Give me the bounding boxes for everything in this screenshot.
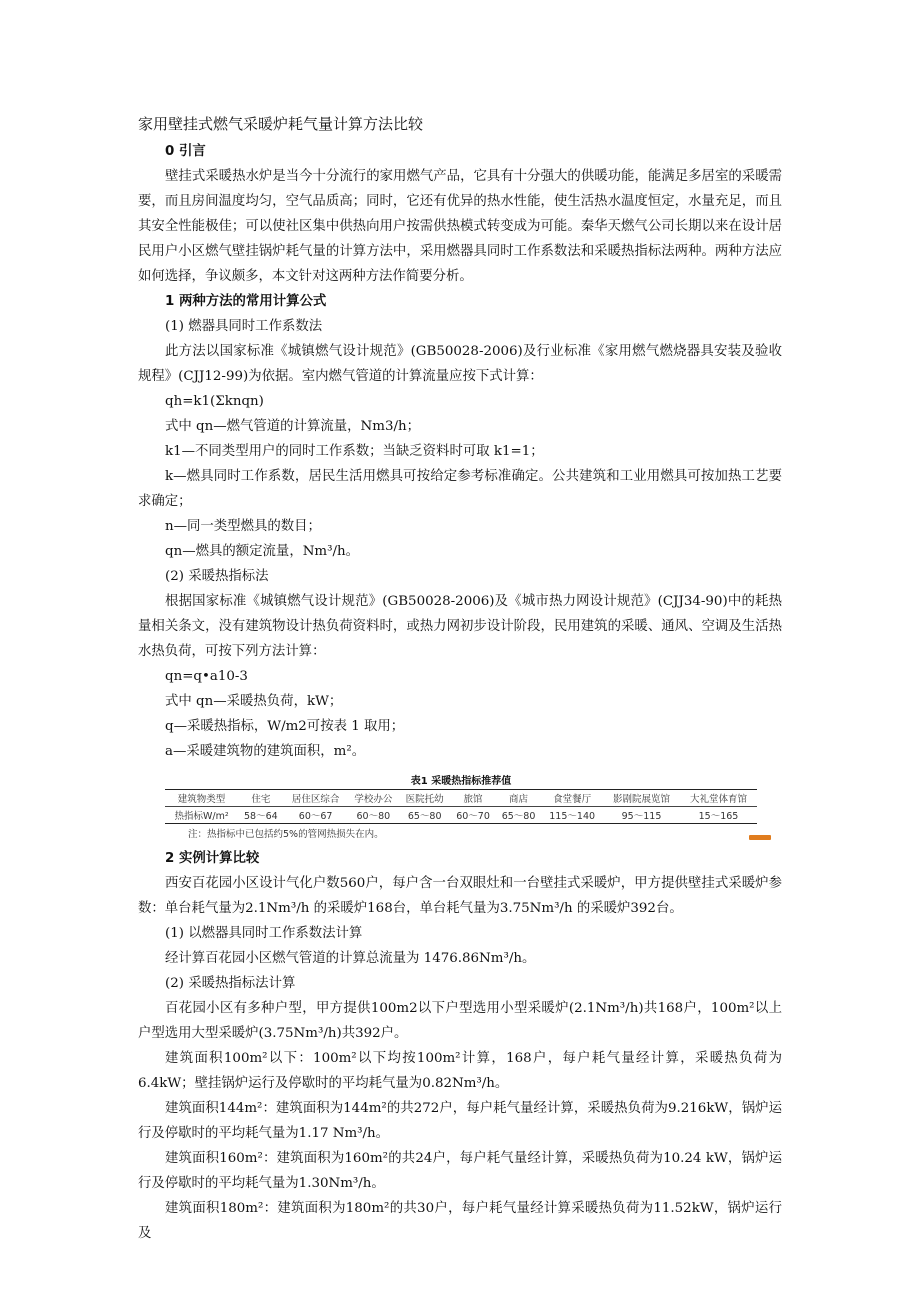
example-area-100: 建筑面积100m²以下：100m²以下均按100m²计算，168户，每户耗气量经计算，采暖热负荷为6.4kW；壁挂锅炉运行及停歇时的平均耗气量为0.82Nm³/h。: [138, 1051, 782, 1091]
table-note: 注：热指标中已包括约5%的管网热损失在内。: [188, 829, 384, 840]
table-cell: 热指标W/m²: [165, 807, 238, 824]
section-1-heading: 1 两种方法的常用计算公式: [165, 294, 327, 309]
table-cell: 65～80: [399, 807, 450, 824]
method-2-def-qn: 式中 qn—采暖热负荷，kW；: [165, 694, 343, 709]
table-cell: 65～80: [496, 807, 541, 824]
example-method-1-title: (1) 以燃器具同时工作系数法计算: [165, 926, 363, 941]
table-row: [165, 807, 757, 824]
method-1-def-n: n—同一类型燃具的数目；: [165, 519, 321, 534]
section-0-heading: 0 引言: [165, 144, 206, 159]
method-1-def-qn: 式中 qn—燃气管道的计算流量，Nm3/h；: [165, 419, 420, 434]
table-cell: 115～140: [541, 807, 603, 824]
method-2-title: (2) 采暖热指标法: [165, 569, 269, 584]
method-1-formula: qh=k1(Σknqn): [165, 394, 264, 409]
example-method-1-result: 经计算百花园小区燃气管道的计算总流量为 1476.86Nm³/h。: [165, 951, 536, 966]
table-cell: 95～115: [603, 807, 680, 824]
example-area-144: 建筑面积144m²：建筑面积为144m²的共272户，每户耗气量经计算，采暖热负荷为9.216kW，锅炉运行及停歇时的平均耗气量为1.17 Nm³/h。: [138, 1101, 782, 1141]
table-header-cell: 学校办公: [348, 790, 399, 807]
heat-index-grid: [165, 789, 757, 824]
table-header-cell: 影剧院展览馆: [603, 790, 680, 807]
table-header-cell: 住宅: [238, 790, 283, 807]
intro-paragraph: 壁挂式采暖热水炉是当今十分流行的家用燃气产品，它具有十分强大的供暖功能，能满足多居室的采暖需要，而且房间温度均匀，空气品质高；同时，它还有优异的热水性能，使生活热水温度恒定，水量充足，而且其安全性能极佳；可以使社区集中供热向用户按需供热模式转变成为可能。秦华天燃气公司长期以来在设计居民用户小区燃气壁挂锅炉耗气量的计算方法中，采用燃器具同时工作系数法和采暖热指标法两种。两种方法应如何选择，争议颇多，本文针对这两种方法作简要分析。: [138, 169, 782, 284]
method-2-def-q: q—采暖热指标，W/m2可按表 1 取用；: [165, 719, 405, 734]
example-area-180: 建筑面积180m²：建筑面积为180m²的共30户，每户耗气量经计算采暖热负荷为11.52kW，锅炉运行及: [138, 1201, 782, 1241]
table-caption: 表1 采暖热指标推荐值: [410, 776, 512, 787]
table-header-cell: 商店: [496, 790, 541, 807]
table-header-row: [165, 790, 757, 807]
method-1-def-k: k—燃具同时工作系数，居民生活用燃具可按给定参考标准确定。公共建筑和工业用燃具可按加热工艺要求确定；: [138, 469, 782, 509]
document-title: 家用壁挂式燃气采暖炉耗气量计算方法比较: [138, 115, 424, 133]
table-cell: 15～165: [680, 807, 757, 824]
method-1-title: (1) 燃器具同时工作系数法: [165, 319, 323, 334]
table-header-cell: 居住区综合: [284, 790, 348, 807]
method-2-formula: qn=q•a10-3: [165, 669, 248, 684]
table-cell: 60～67: [284, 807, 348, 824]
table-cell: 60～80: [348, 807, 399, 824]
example-paragraph: 西安百花园小区设计气化户数560户，每户含一台双眼灶和一台壁挂式采暖炉，甲方提供壁挂式采暖炉参数：单台耗气量为2.1Nm³/h 的采暖炉168台，单台耗气量为3.75Nm³/h 的采暖炉392台。: [138, 876, 782, 916]
watermark-stamp: [749, 835, 771, 840]
heat-index-table: [165, 772, 757, 840]
table-header-cell: 建筑物类型: [165, 790, 238, 807]
table-header-cell: 食堂餐厅: [541, 790, 603, 807]
table-header-cell: 旅馆: [450, 790, 495, 807]
example-method-2-paragraph: 百花园小区有多种户型，甲方提供100m2以下户型选用小型采暖炉(2.1Nm³/h)共168户，100m²以上户型选用大型采暖炉(3.75Nm³/h)共392户。: [138, 1001, 782, 1041]
example-area-160: 建筑面积160m²：建筑面积为160m²的共24户，每户耗气量经计算，采暖热负荷为10.24 kW，锅炉运行及停歇时的平均耗气量为1.30Nm³/h。: [138, 1151, 782, 1191]
method-2-def-a: a—采暖建筑物的建筑面积，m²。: [165, 744, 366, 759]
document-page: [138, 112, 782, 1246]
example-method-2-title: (2) 采暖热指标法计算: [165, 976, 296, 991]
section-2-heading: 2 实例计算比较: [165, 851, 260, 866]
table-cell: 58～64: [238, 807, 283, 824]
method-2-paragraph: 根据国家标准《城镇燃气设计规范》(GB50028-2006)及《城市热力网设计规范》(CJJ34-90)中的耗热量相关条文，没有建筑物设计热负荷资料时，或热力网初步设计阶段，民用建筑的采暖、通风、空调及生活热水热负荷，可按下列方法计算：: [138, 594, 782, 659]
table-header-cell: 医院托幼: [399, 790, 450, 807]
table-cell: 60～70: [450, 807, 495, 824]
method-1-def-qn-rated: qn—燃具的额定流量，Nm³/h。: [165, 544, 360, 559]
method-1-def-k1: k1—不同类型用户的同时工作系数；当缺乏资料时可取 k1=1；: [165, 444, 544, 459]
method-1-paragraph: 此方法以国家标准《城镇燃气设计规范》(GB50028-2006)及行业标准《家用燃气燃烧器具安装及验收规程》(CJJ12-99)为依据。室内燃气管道的计算流量应按下式计算：: [138, 344, 782, 384]
table-header-cell: 大礼堂体育馆: [680, 790, 757, 807]
